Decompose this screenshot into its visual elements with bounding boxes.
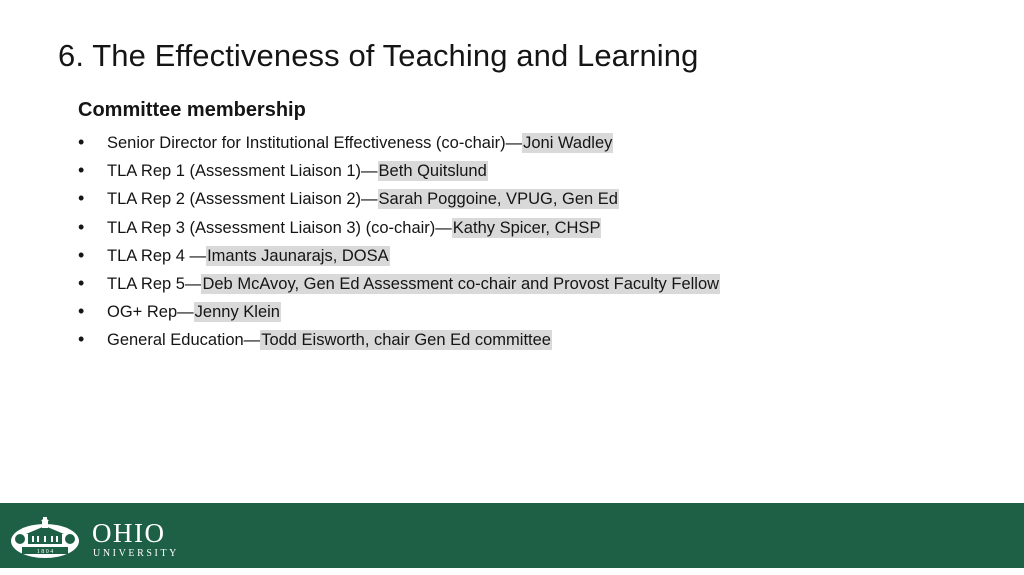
- seal-year: 1 8 0 4: [36, 549, 54, 555]
- member-name: Imants Jaunarajs, DOSA: [207, 246, 389, 265]
- member-role: TLA Rep 4 —: [107, 246, 207, 265]
- member-item: [78, 300, 720, 328]
- logo-wordmark-university: UNIVERSITY: [93, 548, 179, 559]
- member-role: OG+ Rep—: [107, 303, 194, 322]
- bullet-icon: •: [78, 301, 85, 322]
- member-role: General Education—: [107, 331, 261, 350]
- member-item: [78, 216, 720, 244]
- member-name: Jenny Klein: [194, 303, 280, 322]
- bullet-icon: •: [78, 329, 85, 350]
- slide-title: 6. The Effectiveness of Teaching and Learning: [58, 38, 699, 73]
- member-role: Senior Director for Institutional Effectiveness (co-chair)—: [107, 134, 523, 152]
- bullet-icon: •: [78, 188, 85, 209]
- bullet-icon: •: [78, 244, 85, 265]
- bullet-icon: •: [78, 216, 85, 237]
- university-seal-icon: [10, 517, 80, 559]
- member-role: TLA Rep 1 (Assessment Liaison 1)—: [107, 162, 378, 181]
- member-item: [78, 131, 720, 159]
- ohio-university-logo: [10, 517, 190, 559]
- bullet-icon: •: [78, 160, 85, 181]
- member-role: TLA Rep 3 (Assessment Liaison 3) (co-chair)—: [107, 218, 452, 237]
- bullet-icon: •: [78, 132, 85, 152]
- member-item: [78, 272, 720, 300]
- logo-wordmark-ohio: OHIO: [92, 518, 166, 548]
- member-role: TLA Rep 2 (Assessment Liaison 2)—: [107, 190, 378, 209]
- footer-bar: [0, 503, 1024, 568]
- member-role: TLA Rep 5—: [107, 274, 202, 293]
- member-name: Joni Wadley: [523, 134, 613, 152]
- member-name: Kathy Spicer, CHSP: [452, 218, 601, 237]
- member-item: [78, 328, 720, 356]
- bullet-icon: •: [78, 272, 85, 293]
- committee-member-list: [78, 131, 720, 357]
- member-name: Sarah Poggoine, VPUG, Gen Ed: [378, 190, 618, 209]
- member-name: Beth Quitslund: [378, 162, 487, 181]
- member-item: [78, 187, 720, 215]
- member-name: Deb McAvoy, Gen Ed Assessment co-chair and Provost Faculty Fellow: [202, 274, 720, 293]
- member-item: [78, 159, 720, 187]
- slide-subtitle: Committee membership: [78, 99, 306, 121]
- member-item: [78, 244, 720, 272]
- member-name: Todd Eisworth, chair Gen Ed committee: [261, 331, 551, 350]
